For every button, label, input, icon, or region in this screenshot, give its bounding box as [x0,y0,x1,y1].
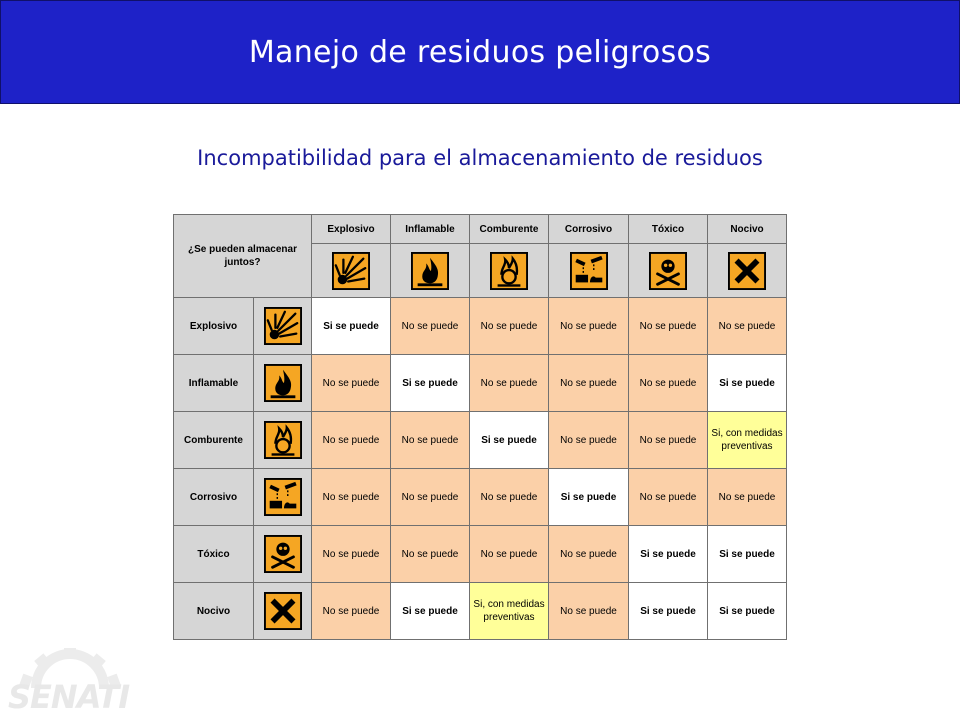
matrix-cell: No se puede [629,469,708,526]
matrix-cell: No se puede [708,298,787,355]
matrix-cell: No se puede [470,526,549,583]
matrix-cell: No se puede [549,526,629,583]
matrix-corner-label: ¿Se pueden almacenar juntos? [174,215,312,298]
toxic-icon [264,535,302,573]
matrix-cell: Si se puede [708,355,787,412]
column-icon-cell [391,244,470,298]
row-icon-cell [254,412,312,469]
oxidizer-icon [264,421,302,459]
row-header-nocivo: Nocivo [174,583,254,640]
column-icon-cell [470,244,549,298]
matrix-cell: Si, con medidas preventivas [470,583,549,640]
row-icon-cell [254,583,312,640]
matrix-cell: No se puede [312,412,391,469]
column-header-comburente: Comburente [470,215,549,244]
column-icon-cell [549,244,629,298]
row-header-toxico: Tóxico [174,526,254,583]
column-header-corrosivo: Corrosivo [549,215,629,244]
row-header-corrosivo: Corrosivo [174,469,254,526]
column-header-inflamable: Inflamable [391,215,470,244]
matrix-cell: No se puede [391,298,470,355]
explosive-icon [264,307,302,345]
matrix-cell: Si se puede [629,526,708,583]
matrix-cell: Si se puede [391,355,470,412]
harmful-icon [264,592,302,630]
title-banner [0,0,960,104]
matrix-cell: Si se puede [549,469,629,526]
matrix-cell: No se puede [312,469,391,526]
row-icon-cell [254,526,312,583]
matrix-cell: Si se puede [470,412,549,469]
senati-logo-text: SENATI [8,678,130,716]
matrix-cell: No se puede [549,355,629,412]
column-header-toxico: Tóxico [629,215,708,244]
explosive-icon [332,252,370,290]
matrix-row-toxico [174,526,787,583]
flammable-icon [264,364,302,402]
page-subtitle: Incompatibilidad para el almacenamiento de residuos [197,146,763,170]
column-icon-cell [312,244,391,298]
matrix-cell: No se puede [391,469,470,526]
matrix-cell: No se puede [549,298,629,355]
matrix-cell: Si se puede [391,583,470,640]
matrix-cell: Si se puede [629,583,708,640]
matrix-cell: No se puede [708,469,787,526]
matrix-cell: No se puede [549,412,629,469]
matrix-cell: No se puede [629,355,708,412]
matrix-cell: Si se puede [708,526,787,583]
row-header-inflamable: Inflamable [174,355,254,412]
matrix-row-explosivo [174,298,787,355]
matrix-cell: No se puede [312,355,391,412]
matrix-row-comburente [174,412,787,469]
matrix-cell: No se puede [470,298,549,355]
row-icon-cell [254,298,312,355]
flammable-icon [411,252,449,290]
matrix-row-nocivo [174,583,787,640]
matrix-cell: No se puede [470,469,549,526]
corrosive-icon [570,252,608,290]
harmful-icon [728,252,766,290]
compatibility-matrix [173,214,787,640]
matrix-cell: Si, con medidas preventivas [708,412,787,469]
toxic-icon [649,252,687,290]
column-icon-cell [629,244,708,298]
matrix-cell: No se puede [391,412,470,469]
corrosive-icon [264,478,302,516]
matrix-cell: No se puede [312,526,391,583]
row-icon-cell [254,469,312,526]
matrix-cell: No se puede [629,298,708,355]
column-header-explosivo: Explosivo [312,215,391,244]
column-icon-cell [708,244,787,298]
matrix-cell: Si se puede [312,298,391,355]
matrix-cell: No se puede [391,526,470,583]
matrix-cell: Si se puede [708,583,787,640]
row-header-comburente: Comburente [174,412,254,469]
oxidizer-icon [490,252,528,290]
matrix-row-inflamable [174,355,787,412]
row-icon-cell [254,355,312,412]
matrix-row-corrosivo [174,469,787,526]
page-title: Manejo de residuos peligrosos [248,34,712,70]
column-header-nocivo: Nocivo [708,215,787,244]
matrix-cell: No se puede [629,412,708,469]
row-header-explosivo: Explosivo [174,298,254,355]
matrix-cell: No se puede [470,355,549,412]
matrix-cell: No se puede [312,583,391,640]
matrix-cell: No se puede [549,583,629,640]
